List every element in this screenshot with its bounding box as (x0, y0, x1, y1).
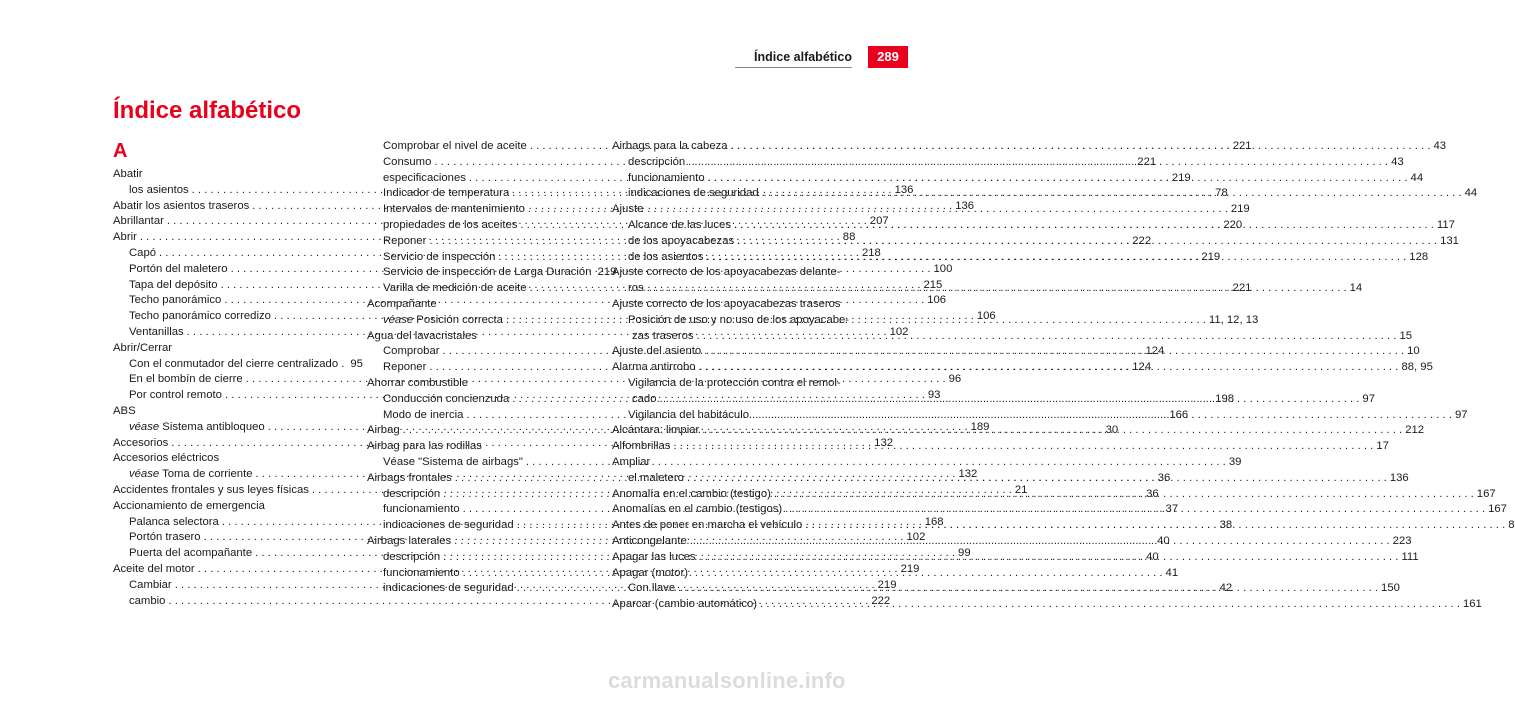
leader-dots (737, 234, 1437, 250)
entry-label: Airbags frontales (367, 471, 452, 484)
index-entry (612, 265, 851, 281)
index-entry-text (129, 546, 252, 562)
entry-label: el maletero (628, 471, 684, 484)
entry-label: Apagar las luces (612, 550, 696, 563)
index-entry-text (113, 230, 137, 246)
entry-label: Véase "Sistema de airbags" (383, 455, 523, 468)
header-rule (735, 67, 852, 68)
page-reference: 97 (1454, 408, 1468, 421)
page-reference: 221 (1232, 140, 1252, 152)
index-entry (113, 404, 349, 420)
entry-label: Ventanillas (129, 325, 184, 338)
entry-label: cado (632, 392, 657, 405)
index-entry-text (612, 439, 670, 455)
index-entry-text (612, 344, 701, 360)
index-entry-text (113, 214, 164, 230)
page-reference: 97 (1362, 392, 1375, 405)
index-entry-text (367, 298, 437, 310)
entry-label: indicaciones de seguridad (383, 582, 514, 595)
index-entry-text (383, 234, 426, 250)
index-entry-text (628, 155, 685, 171)
index-entry-text (129, 357, 344, 373)
entry-label: descripción (383, 487, 441, 500)
page-reference: 215 (923, 278, 943, 291)
entry-label: Techo panorámico corredizo (129, 310, 271, 323)
page-reference: 40 (1157, 534, 1170, 547)
index-entry-text (628, 471, 684, 487)
entry-label: Vigilancia del habitáculo (628, 408, 750, 421)
page-reference: 38 (1219, 519, 1233, 532)
entry-label: Indicador de temperatura (383, 187, 510, 200)
entry-label: Consumo (383, 155, 432, 168)
entry-label: Intervalos de mantenimiento (383, 203, 525, 216)
page-reference: 136 (955, 199, 975, 212)
entry-label: Ajuste del asiento (612, 345, 702, 358)
index-entry-text (113, 436, 168, 452)
entry-label: Airbags para la cabeza (612, 140, 728, 152)
index-entry (612, 566, 851, 582)
index-entry-text (383, 139, 527, 155)
leader-dots (647, 281, 1347, 297)
entry-label: Posición correcta (416, 313, 503, 326)
entry-label: Alcántara: limpiar (612, 424, 700, 437)
index-entry (367, 439, 601, 455)
index-entry-text (612, 534, 687, 550)
leader-dots (688, 155, 1388, 171)
entry-label: Airbags laterales (367, 534, 452, 547)
entry-label: Toma de corriente (162, 468, 253, 481)
page-reference: 124 (1132, 361, 1152, 374)
page-reference: 39 (1228, 455, 1242, 468)
page-reference: 219 (597, 266, 617, 279)
index-entry-text (129, 515, 219, 531)
page-reference: 42 (1219, 582, 1233, 595)
index-entry-text (367, 471, 452, 487)
index-entry-text (367, 440, 482, 452)
entry-label: Antes de poner en marcha el vehículo (612, 519, 803, 532)
page-reference: 43 (1391, 155, 1404, 168)
entry-label: Abrillantar (113, 215, 164, 228)
entry-label: Anticongelante (612, 534, 687, 547)
index-entry-text (612, 597, 757, 613)
page-reference: 212 (1405, 424, 1425, 437)
page-title: Índice alfabético (113, 97, 302, 124)
index-entry-text (612, 487, 771, 503)
index-entry-text (383, 581, 514, 597)
index-entry-text (113, 168, 143, 180)
entry-label: Ahorrar combustible (367, 376, 469, 389)
index-entry-text (129, 467, 253, 483)
section-letter: A (113, 140, 128, 162)
page-reference: 21 (1014, 483, 1028, 496)
index-entry-text (129, 372, 243, 388)
leader-dots (805, 518, 1505, 534)
entry-label: Posición de uso y no uso de los apoyacabe- (628, 313, 850, 326)
index-entry (367, 329, 601, 345)
index-entry-text (383, 202, 525, 218)
index-entry (612, 376, 851, 392)
leader-dots (774, 487, 1474, 503)
entry-label: Techo panorámico (129, 294, 222, 307)
entry-label: Cambiar (129, 578, 172, 591)
index-entry (612, 297, 851, 313)
leader-dots (760, 597, 1460, 613)
leader-dots (785, 502, 1485, 518)
page-reference: 11, 12, 13 (1208, 313, 1259, 326)
entry-label: Con llave (628, 582, 676, 595)
entry-label: Acompañante (367, 297, 437, 310)
see-reference: véase (383, 313, 414, 326)
entry-label: Ampliar (612, 455, 651, 468)
index-entry-text (632, 392, 657, 408)
entry-label: Varilla de medición de aceite (383, 282, 527, 295)
page-reference: 161 (1462, 598, 1482, 611)
leader-dots (678, 581, 1378, 597)
leader-dots (506, 313, 1206, 329)
index-entry-text (129, 420, 265, 436)
entry-label: Sistema antibloqueo (162, 420, 265, 433)
page-reference: 78 (1215, 187, 1228, 200)
page-reference: 167 (1476, 487, 1496, 500)
entry-label: Ajuste correcto de los apoyacabezas traseros (612, 297, 841, 310)
index-entry-text (129, 293, 221, 309)
leader-dots (706, 250, 1406, 266)
leader-dots (734, 218, 1434, 234)
index-entry-text (383, 265, 592, 281)
index-entry-text (113, 500, 265, 512)
page-reference: 30 (1105, 424, 1119, 437)
page-reference: 222 (1132, 234, 1152, 247)
page-reference: 218 (861, 246, 881, 259)
page-reference: 221 (1232, 282, 1252, 295)
entry-label: Accidentes frontales y sus leyes físicas (113, 483, 309, 496)
page-reference: 14 (1349, 282, 1363, 295)
index-entry-text (383, 392, 509, 408)
entry-label: indicaciones de seguridad (383, 519, 514, 532)
entry-label: ABS (113, 404, 136, 417)
index-entry-text (367, 377, 468, 389)
entry-label: Accionamiento de emergencia (113, 499, 265, 512)
index-entry-text (383, 502, 460, 518)
index-entry-text (628, 377, 841, 389)
page-reference: 36 (1146, 487, 1159, 500)
index-entry-text (628, 408, 749, 424)
entry-label: Abatir (113, 168, 143, 180)
index-entry-text (113, 452, 219, 464)
page-reference: 88, 95 (1401, 361, 1433, 374)
page-reference: 167 (1488, 503, 1507, 516)
page-reference: 36 (1157, 471, 1171, 484)
index-entry-text (383, 408, 463, 424)
leader-dots (660, 392, 1360, 408)
page-reference: 220 (1223, 218, 1243, 231)
index-entry-text (367, 534, 451, 550)
entry-label: descripción (383, 550, 441, 563)
index-entry-text (612, 518, 802, 534)
index-entry-text (383, 186, 509, 202)
index-entry (113, 499, 349, 515)
entry-label: funcionamiento (383, 503, 460, 516)
index-entry-text (113, 342, 172, 354)
page-reference: 95 (350, 357, 363, 370)
entry-label: En el bombín de cierre (129, 373, 243, 386)
index-entry-text (628, 581, 675, 597)
leader-dots (708, 171, 1408, 187)
page-reference: 37 (1165, 503, 1179, 516)
page-reference: 8 (1508, 519, 1515, 532)
index-entry-text (383, 344, 440, 360)
entry-label: Accesorios eléctricos (113, 452, 220, 465)
entry-label: Por control remoto (129, 389, 222, 402)
index-entry-text (383, 155, 431, 171)
index-entry-text (628, 250, 703, 266)
index-entry-text (383, 281, 527, 297)
entry-label: funcionamiento (628, 171, 705, 184)
index-entry-text (383, 250, 495, 266)
entry-label: Conducción concienzuda (383, 392, 510, 405)
index-entry (367, 297, 601, 313)
index-entry (113, 451, 349, 467)
leader-dots (687, 471, 1387, 487)
index-entry-text (129, 530, 201, 546)
entry-label: Alfombrillas (612, 440, 671, 453)
entry-label: indicaciones de seguridad (628, 187, 759, 200)
index-entry (612, 455, 851, 471)
index-entry-text (383, 550, 440, 566)
index-entry-text (129, 278, 218, 294)
page-reference: 88 (842, 231, 856, 244)
page-reference: 132 (958, 468, 978, 481)
index-entry-text (129, 594, 165, 610)
entry-label: Airbag para las rodillas (367, 440, 482, 453)
entry-label: los asientos (129, 183, 189, 196)
entry-label: Ajuste (612, 203, 644, 216)
page-reference: 223 (1392, 534, 1412, 547)
entry-label: Apagar (motor) (612, 566, 688, 579)
entry-label: Airbag (367, 424, 400, 437)
entry-label: Abrir (113, 231, 137, 244)
entry-label: Portón del maletero (129, 262, 228, 275)
page-reference: 198 (1215, 392, 1235, 405)
index-entry-text (383, 518, 514, 534)
index-entry-text (612, 456, 650, 468)
index-entry-text (129, 309, 271, 325)
page-reference: 168 (924, 515, 944, 528)
header-section-title: Índice alfabético (754, 50, 852, 64)
see-reference: véase (129, 420, 160, 433)
page-reference: 102 (889, 325, 909, 338)
entry-label: cambio (129, 594, 166, 607)
index-entry-text (129, 262, 228, 278)
entry-label: Anomalía en el cambio (testigo) (612, 487, 771, 500)
index-entry (113, 167, 349, 183)
page-reference: 131 (1440, 234, 1459, 247)
leader-dots (697, 329, 1397, 345)
entry-label: Portón trasero (129, 531, 201, 544)
entry-label: propiedades de los aceites (383, 218, 518, 231)
index-entry-text (612, 139, 728, 155)
entry-label: especificaciones (383, 171, 466, 184)
page-reference: 124 (1145, 345, 1165, 358)
index-entry-text (113, 562, 195, 578)
index-entry (612, 313, 851, 329)
index-entry-text (383, 566, 460, 582)
watermark: carmanualsonline.info (608, 668, 846, 693)
leader-dots (699, 550, 1399, 566)
entry-label: Agua del lavacristales (367, 329, 477, 342)
index-entry-text (628, 281, 644, 297)
entry-label: Anomalías en el cambio (testigos) (612, 503, 783, 516)
entry-label: Comprobar el nivel de aceite (383, 140, 527, 152)
page-reference: 222 (871, 594, 891, 607)
leader-dots (699, 360, 1399, 376)
entry-label: ros (628, 282, 644, 295)
index-entry-text (383, 360, 426, 376)
index-entry-text (628, 171, 705, 187)
index-entry (113, 341, 349, 357)
entry-label: zas traseros (632, 329, 694, 342)
entry-label: Ajuste correcto de los apoyacabezas delante- (612, 266, 841, 279)
index-entry-text (367, 330, 477, 342)
index-entry-text (612, 423, 699, 439)
entry-label: Comprobar (383, 345, 440, 358)
index-entry-text (367, 423, 400, 439)
leader-dots (762, 186, 1462, 202)
entry-label: Vigilancia de la protección contra el remol- (628, 376, 841, 389)
index-entry-text (129, 388, 222, 404)
index-entry (367, 376, 601, 392)
leader-dots (690, 534, 1390, 550)
index-entry-text (129, 578, 172, 594)
page-reference: 219 (1201, 250, 1221, 263)
index-entry-text (383, 218, 517, 234)
index-entry-text (632, 329, 694, 345)
leader-dots (673, 439, 1373, 455)
page-reference: 221 (1137, 155, 1157, 168)
page-reference: 117 (1436, 218, 1455, 231)
page-reference: 102 (906, 531, 926, 544)
entry-label: Capó (129, 246, 157, 259)
entry-label: Accesorios (113, 436, 169, 449)
page-reference: 111 (1401, 550, 1419, 563)
page-reference: 15 (1399, 329, 1413, 342)
entry-label: Servicio de inspección (383, 250, 496, 263)
index-entry-text (129, 246, 156, 262)
index-entry-text (383, 455, 523, 471)
entry-label: Alcance de las luces (628, 218, 731, 231)
entry-label: de los apoyacabezas (628, 234, 735, 247)
leader-dots (752, 408, 1452, 424)
page-reference: 44 (1464, 187, 1478, 200)
page-reference: 219 (877, 578, 897, 591)
entry-label: Alarma antirrobo (612, 361, 696, 374)
index-entry-text (612, 567, 688, 579)
entry-label: Modo de inercia (383, 408, 464, 421)
leader-dots (731, 139, 1431, 155)
page-reference: 150 (1381, 582, 1400, 595)
page-reference: 207 (869, 215, 889, 228)
page-number-badge: 289 (868, 46, 908, 68)
page-reference: 128 (1409, 250, 1429, 263)
entry-label: Abatir los asientos traseros (113, 199, 250, 212)
index-entry-text (129, 183, 189, 199)
page-reference: 219 (1171, 171, 1191, 184)
index-entry-text (113, 483, 309, 499)
index-entry-text (612, 203, 643, 215)
page-reference: 106 (927, 294, 947, 307)
page-reference: 44 (1410, 171, 1424, 184)
page-reference: 17 (1376, 440, 1389, 453)
entry-label: Aceite del motor (113, 562, 195, 575)
page-reference: 10 (1407, 345, 1420, 358)
entry-label: Abrir/Cerrar (113, 341, 172, 354)
index-entry (113, 357, 363, 373)
index-entry-text (383, 171, 466, 187)
index-entry-text (612, 550, 696, 566)
entry-label: Puerta del acompañante (129, 547, 253, 560)
see-reference: véase (129, 468, 160, 481)
index-entry-text (612, 298, 841, 310)
entry-label: Aparcar (cambio automático) (612, 598, 758, 611)
entry-label: Tapa del depósito (129, 278, 218, 291)
page-reference: 136 (894, 183, 914, 196)
page-reference: 166 (1169, 408, 1189, 421)
entry-label: funcionamiento (383, 566, 460, 579)
page-reference: 40 (1146, 550, 1159, 563)
index-entry-text (383, 313, 503, 329)
entry-label: Reponer (383, 361, 427, 374)
index-entry-text (628, 218, 731, 234)
index-entry-text (383, 487, 440, 503)
page-reference: 41 (1165, 566, 1179, 579)
index-entry-text (129, 325, 184, 341)
page-reference: 219 (1230, 203, 1250, 216)
index-entry-text (612, 360, 696, 376)
leader-dots (702, 423, 1402, 439)
page-reference: 189 (970, 420, 990, 433)
entry-label: Reponer (383, 234, 427, 247)
page-reference: 43 (1433, 140, 1447, 152)
index-entry-text (612, 502, 782, 518)
index-entry (367, 265, 617, 281)
entry-label: descripción (628, 155, 686, 168)
index-entry-text (628, 186, 759, 202)
index-entry-text (113, 199, 249, 215)
page-reference: 219 (900, 562, 920, 575)
page-reference: 93 (927, 389, 941, 402)
index-entry-text (628, 314, 849, 326)
entry-label: de los asientos (628, 250, 704, 263)
entry-label: Servicio de inspección de Larga Duración (383, 266, 592, 279)
page-reference: 132 (874, 436, 894, 449)
index-entry (612, 202, 851, 218)
index-entry-text (612, 266, 841, 278)
page-reference: 106 (976, 310, 996, 323)
page-reference: 96 (948, 373, 962, 386)
index-entry-text (628, 234, 734, 250)
entry-label: Palanca selectora (129, 515, 219, 528)
page-reference: 99 (958, 547, 971, 560)
page-reference: 100 (933, 262, 953, 275)
entry-label: Con el conmutador del cierre centralizado . (129, 357, 345, 370)
leader-dots (704, 344, 1404, 360)
page-reference: 136 (1389, 471, 1409, 484)
index-entry-text (113, 405, 136, 417)
